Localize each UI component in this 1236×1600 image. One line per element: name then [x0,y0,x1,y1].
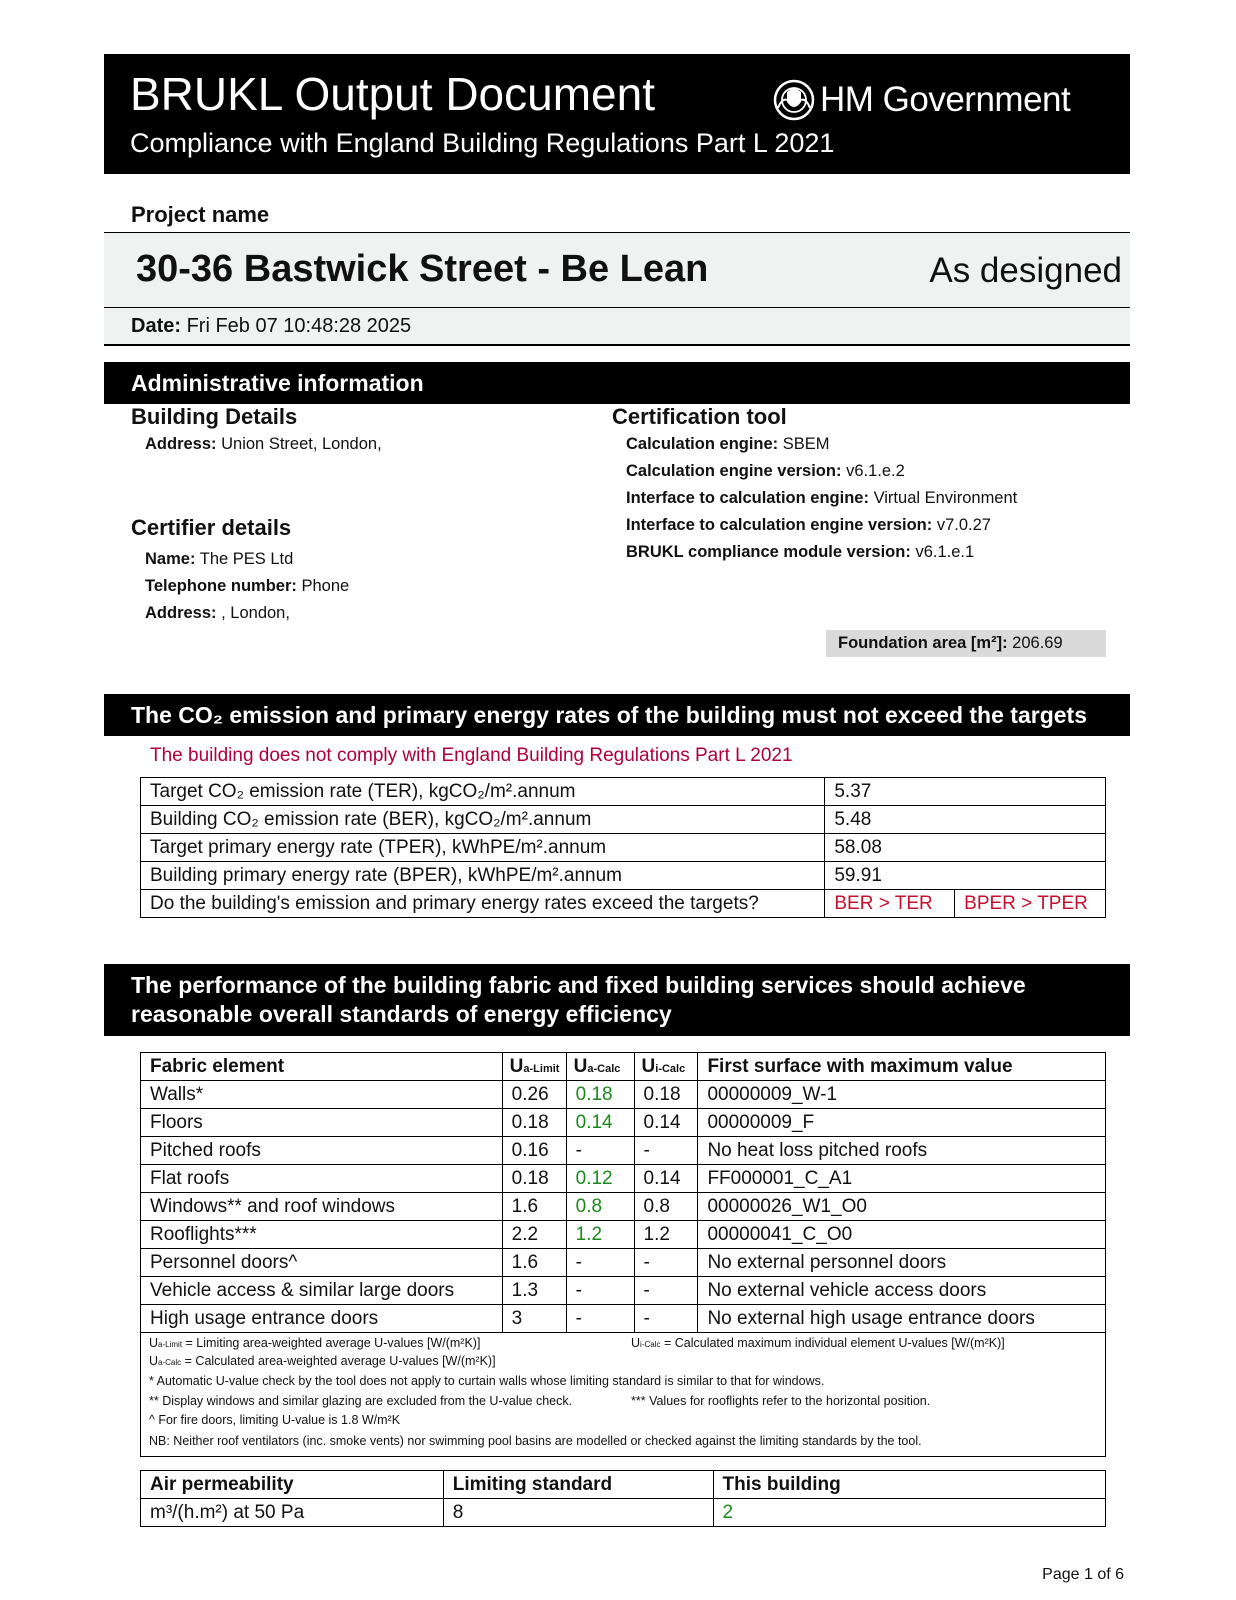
document-title: BRUKL Output Document [130,68,655,120]
bper-exceeds-tper: BPER > TPER [955,890,1106,918]
admin-section-header [104,362,1130,404]
ui-calc-value: - [634,1249,698,1277]
ui-calc-value: 0.14 [634,1165,698,1193]
building-address: Address: Union Street, London, [145,435,382,453]
fabric-element: Personnel doors^ [141,1249,503,1277]
building-details-heading: Building Details [131,404,298,429]
royal-crest-icon [772,78,816,122]
fabric-element: Windows** and roof windows [141,1193,503,1221]
note-windows: ** Display windows and similar glazing are excluded from the U-value check. [149,1394,573,1408]
note-walls: * Automatic U-value check by the tool does not apply to curtain walls whose limiting standard is similar to that for windows. [149,1374,825,1388]
col-this-building: This building [713,1471,1105,1499]
col-ui-calc: Ui-Calc [634,1053,698,1081]
ui-calc-value: 0.14 [634,1109,698,1137]
ua-limit-value: 1.6 [502,1193,566,1221]
cert-tool-row: Calculation engine version: v6.1.e.2 [626,462,905,480]
fabric-element: Rooflights*** [141,1221,503,1249]
gov-logo-text: HM Government [820,80,1071,119]
emission-label: Target CO₂ emission rate (TER), kgCO₂/m².annum [141,778,825,806]
hm-government-logo [772,76,1070,124]
cert-tool-row: BRUKL compliance module version: v6.1.e.1 [626,543,975,561]
emission-value: 5.37 [825,778,1106,806]
date-value: Fri Feb 07 10:48:28 2025 [186,315,412,337]
emission-label: Building CO₂ emission rate (BER), kgCO₂/m².annum [141,806,825,834]
ber-exceeds-ter: BER > TER [825,890,955,918]
ua-calc-value: - [566,1277,634,1305]
fabric-section-header [104,964,1130,1036]
fabric-element: Pitched roofs [141,1137,503,1165]
ua-calc-value: - [566,1305,634,1333]
table-header-row [141,1471,1106,1499]
ua-calc-value: 0.8 [566,1193,634,1221]
note-nb: NB: Neither roof ventilators (inc. smoke vents) nor swimming pool basins are modelled or checked against the limiting standards by the tool. [149,1434,922,1448]
air-permeability-table [140,1470,1106,1527]
fabric-element: Floors [141,1109,503,1137]
ua-limit-value: 2.2 [502,1221,566,1249]
document-subtitle: Compliance with England Building Regulations Part L 2021 [130,128,835,158]
air-limit-value: 8 [443,1499,713,1527]
fabric-element: Walls* [141,1081,503,1109]
emissions-section-title: The CO₂ emission and primary energy rates of the building must not exceed the targets [131,702,1087,728]
emission-label: Target primary energy rate (TPER), kWhPE/m².annum [141,834,825,862]
emission-label: Building primary energy rate (BPER), kWhPE/m².annum [141,862,825,890]
table-row [141,1499,1106,1527]
emission-value: 58.08 [825,834,1106,862]
emission-value: 59.91 [825,862,1106,890]
ui-calc-value: 1.2 [634,1221,698,1249]
fabric-table [140,1052,1106,1333]
air-building-value: 2 [713,1499,1105,1527]
col-air-permeability: Air permeability [141,1471,444,1499]
note-rooflights: *** Values for rooflights refer to the horizontal position. [631,1394,931,1408]
document-header [104,54,1130,174]
note-ua-limit: Ua-Limit = Limiting area-weighted average U-values [W/(m²K)] [149,1336,481,1350]
ua-limit-value: 3 [502,1305,566,1333]
certifier-details-heading: Certifier details [131,515,292,540]
ua-calc-value: - [566,1137,634,1165]
project-name-label: Project name [131,202,270,227]
table-header-row [141,1053,1106,1081]
admin-section-title: Administrative information [131,370,424,396]
certification-tool-heading: Certification tool [612,404,787,429]
surface-value: No external vehicle access doors [698,1277,1106,1305]
fabric-section-title-line2: reasonable overall standards of energy efficiency [131,1001,672,1027]
ui-calc-value: - [634,1305,698,1333]
ui-calc-value: 0.18 [634,1081,698,1109]
table-row [141,1277,1106,1305]
col-first-surface: First surface with maximum value [698,1053,1106,1081]
exceed-question: Do the building's emission and primary energy rates exceed the targets? [141,890,825,918]
col-fabric-element: Fabric element [141,1053,503,1081]
surface-value: 00000009_W-1 [698,1081,1106,1109]
fabric-element: High usage entrance doors [141,1305,503,1333]
table-row [141,1305,1106,1333]
ui-calc-value: - [634,1277,698,1305]
surface-value: 00000041_C_O0 [698,1221,1106,1249]
surface-value: No external high usage entrance doors [698,1305,1106,1333]
note-ua-calc: Ua-Calc = Calculated area-weighted average U-values [W/(m²K)] [149,1354,496,1368]
project-status: As designed [929,251,1122,290]
surface-value: No external personnel doors [698,1249,1106,1277]
col-ua-limit: Ua-Limit [502,1053,566,1081]
ua-limit-value: 0.16 [502,1137,566,1165]
emissions-table [140,777,1106,918]
ui-calc-value: - [634,1137,698,1165]
ua-calc-value: 0.12 [566,1165,634,1193]
project-bar [104,232,1130,309]
foundation-area: Foundation area [m²]: 206.69 [826,630,1106,657]
ua-calc-value: 0.18 [566,1081,634,1109]
surface-value: FF000001_C_A1 [698,1165,1106,1193]
surface-value: No heat loss pitched roofs [698,1137,1106,1165]
table-row [141,1081,1106,1109]
ua-limit-value: 0.18 [502,1109,566,1137]
surface-value: 00000009_F [698,1109,1106,1137]
ua-calc-value: - [566,1249,634,1277]
certifier-phone: Telephone number: Phone [145,577,350,595]
table-row [141,1249,1106,1277]
ua-limit-value: 0.18 [502,1165,566,1193]
ua-limit-value: 0.26 [502,1081,566,1109]
cert-tool-row: Interface to calculation engine: Virtual Environment [626,489,1018,507]
cert-tool-row: Interface to calculation engine version: v7.0.27 [626,516,991,534]
page-number: Page 1 of 6 [1042,1566,1124,1583]
fabric-notes [140,1332,1106,1457]
table-row [141,778,1106,806]
table-row [141,1193,1106,1221]
certifier-address: Address: , London, [145,604,290,622]
col-ua-calc: Ua-Calc [566,1053,634,1081]
ua-limit-value: 1.3 [502,1277,566,1305]
ua-calc-value: 0.14 [566,1109,634,1137]
certifier-name: Name: The PES Ltd [145,550,294,568]
table-row [141,1165,1106,1193]
air-unit: m³/(h.m²) at 50 Pa [141,1499,444,1527]
note-ui-calc: Ui-Calc = Calculated maximum individual element U-values [W/(m²K)] [631,1336,1005,1350]
emission-value: 5.48 [825,806,1106,834]
table-row [141,1221,1106,1249]
surface-value: 00000026_W1_O0 [698,1193,1106,1221]
ui-calc-value: 0.8 [634,1193,698,1221]
ua-calc-value: 1.2 [566,1221,634,1249]
date-label: Date: [131,315,182,337]
fabric-element: Flat roofs [141,1165,503,1193]
table-row [141,834,1106,862]
emissions-section-header [104,694,1130,736]
date-bar [104,308,1130,346]
project-name: 30-36 Bastwick Street - Be Lean [136,248,709,290]
table-row [141,1137,1106,1165]
fabric-element: Vehicle access & similar large doors [141,1277,503,1305]
table-row [141,862,1106,890]
note-doors: ^ For fire doors, limiting U-value is 1.8 W/m²K [149,1413,401,1427]
compliance-message: The building does not comply with England Building Regulations Part L 2021 [150,745,793,766]
table-row [141,1109,1106,1137]
ua-limit-value: 1.6 [502,1249,566,1277]
table-row [141,890,1106,918]
cert-tool-row: Calculation engine: SBEM [626,435,830,453]
table-row [141,806,1106,834]
col-limiting-standard: Limiting standard [443,1471,713,1499]
fabric-section-title-line1: The performance of the building fabric and fixed building services should achieve [131,972,1026,998]
